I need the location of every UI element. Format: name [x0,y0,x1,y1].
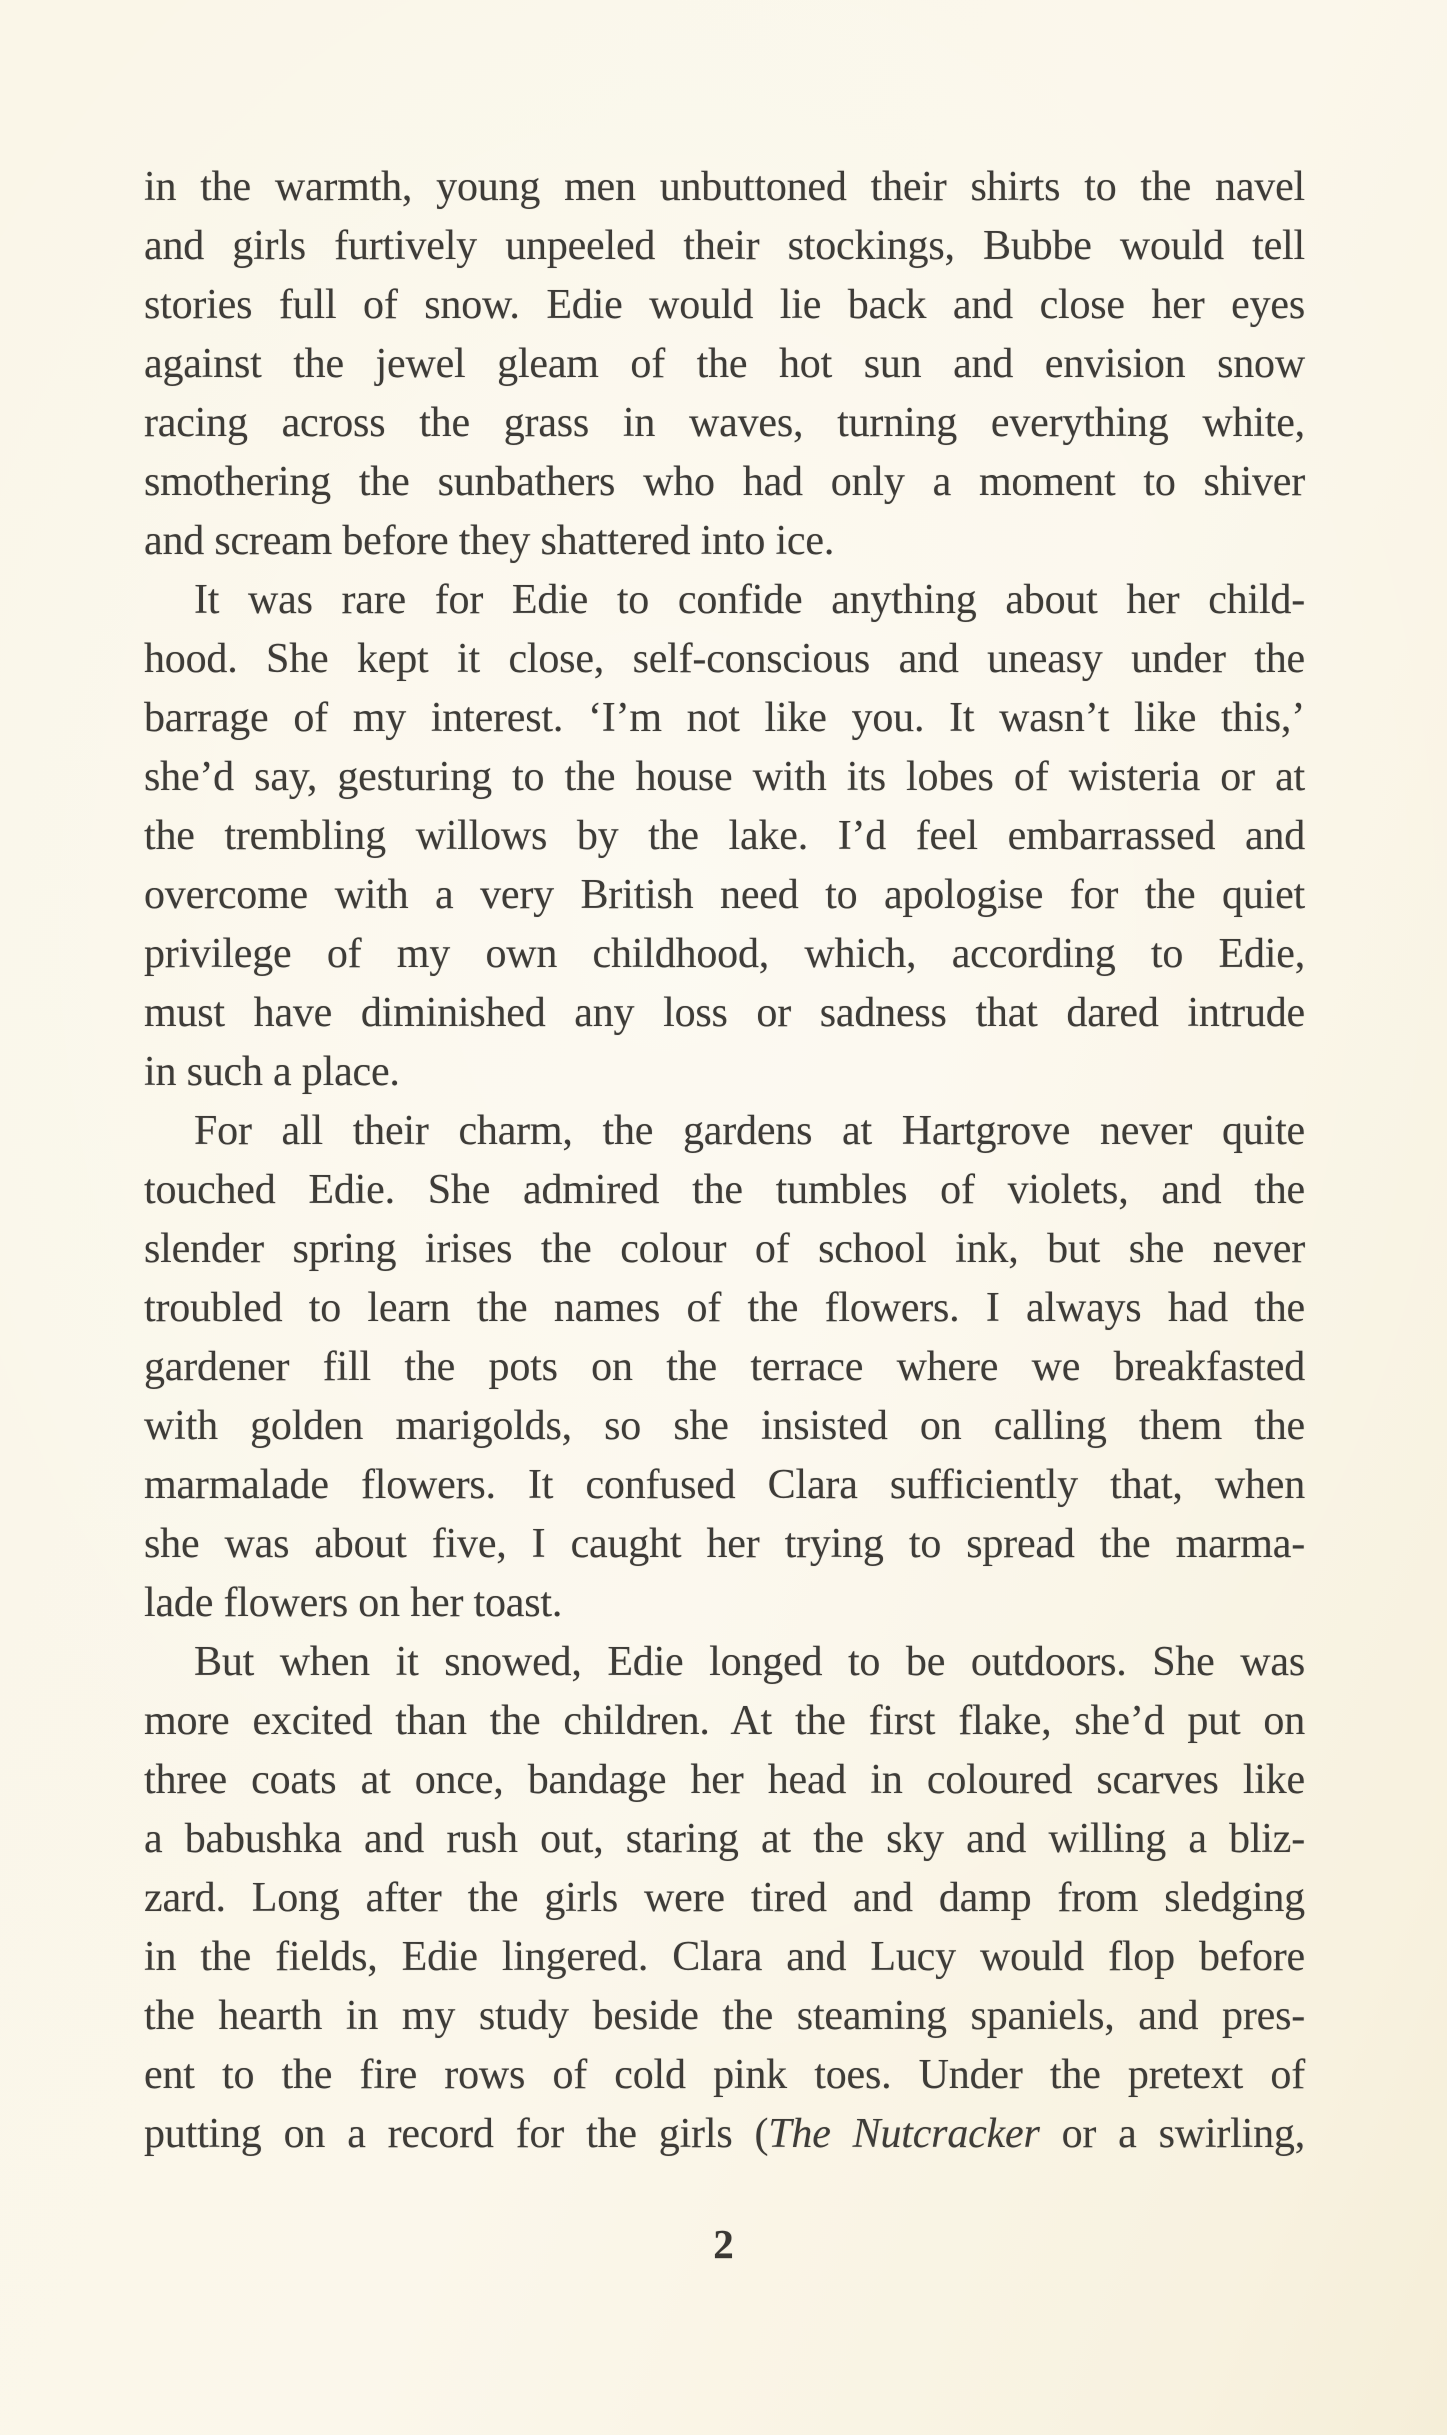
body-text [144,158,1305,2164]
text-line: against the jewel gleam of the hot sun and envision snow [144,341,1305,387]
text-line: racing across the grass in waves, turning everything white, [144,400,1305,446]
text-line: touched Edie. She admired the tumbles of violets, and the [144,1167,1305,1213]
text-line: gardener fill the pots on the terrace where we breakfasted [144,1344,1305,1390]
text-line: must have diminished any loss or sadness that dared intrude [144,990,1305,1036]
text-line: a babushka and rush out, staring at the sky and willing a bliz- [144,1816,1305,1862]
text-line: ent to the fire rows of cold pink toes. Under the pretext of [144,2052,1305,2098]
text-line: the hearth in my study beside the steaming spaniels, and pres- [144,1993,1305,2039]
text-line: But when it snowed, Edie longed to be outdoors. She was [194,1639,1305,1685]
text-line: in such a place. [144,1049,400,1095]
text-line: in the warmth, young men unbuttoned their shirts to the navel [144,164,1305,210]
text-line: marmalade flowers. It confused Clara sufficiently that, when [144,1462,1305,1508]
text-line: It was rare for Edie to confide anything about her child- [194,577,1305,623]
text-line: zard. Long after the girls were tired and damp from sledging [144,1875,1305,1921]
text-line: and girls furtively unpeeled their stockings, Bubbe would tell [144,223,1305,269]
text-line: more excited than the children. At the first flake, she’d put on [144,1698,1305,1744]
text-line: in the fields, Edie lingered. Clara and Lucy would flop before [144,1934,1305,1980]
text-line: with golden marigolds, so she insisted on calling them the [144,1403,1305,1449]
text-line: stories full of snow. Edie would lie back and close her eyes [144,282,1305,328]
text-line: she’d say, gesturing to the house with its lobes of wisteria or at [144,754,1305,800]
paragraph [144,158,1305,571]
text-line: three coats at once, bandage her head in coloured scarves like [144,1757,1305,1803]
text-line: barrage of my interest. ‘I’m not like you. It wasn’t like this,’ [144,695,1305,741]
page-number: 2 [713,2221,734,2267]
text-line: hood. She kept it close, self-conscious and uneasy under the [144,636,1305,682]
text-line: overcome with a very British need to apologise for the quiet [144,872,1305,918]
paragraph [144,1102,1305,1633]
text-line: smothering the sunbathers who had only a moment to shiver [144,459,1305,505]
text-line: and scream before they shattered into ice. [144,518,835,564]
text-line: For all their charm, the gardens at Hartgrove never quite [194,1108,1305,1154]
text-line: troubled to learn the names of the flowers. I always had the [144,1285,1305,1331]
text-line: the trembling willows by the lake. I’d feel embarrassed and [144,813,1305,859]
text-line: privilege of my own childhood, which, according to Edie, [144,931,1305,977]
text-line: slender spring irises the colour of school ink, but she never [144,1226,1305,1272]
paragraph [144,1633,1305,2164]
paragraph [144,571,1305,1102]
text-line: putting on a record for the girls (The Nutcracker or a swirling, [144,2111,1305,2157]
text-line: lade flowers on her toast. [144,1580,563,1626]
text-line: she was about five, I caught her trying to spread the marma- [144,1521,1305,1567]
